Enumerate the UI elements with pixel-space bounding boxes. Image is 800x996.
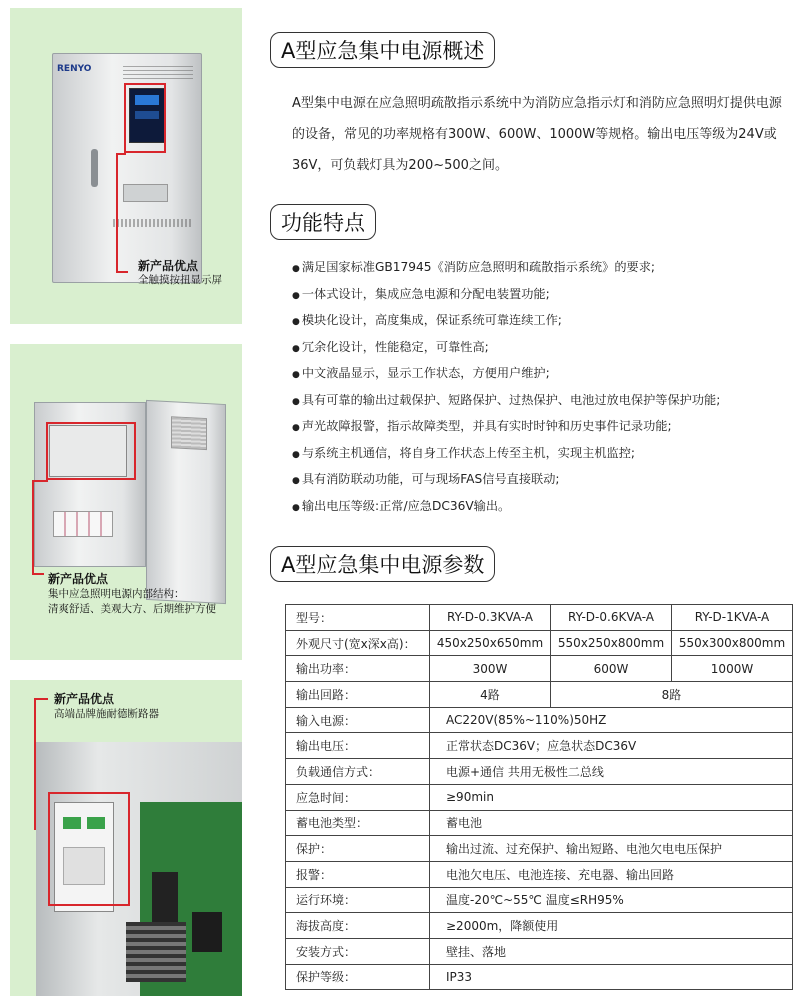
row-label: 保护： (286, 836, 430, 862)
row-value: 电池欠电压、电池连接、充电器、输出回路 (430, 861, 793, 887)
feature-item: ● 输出电压等级:正常/应急DC36V输出。 (292, 494, 792, 521)
note-title: 新产品优点 (54, 692, 115, 706)
callout-leader-line (34, 698, 48, 700)
table-row (286, 605, 793, 631)
note-title: 新产品优点 (48, 572, 109, 586)
row-value: ≥2000m，降额使用 (430, 913, 793, 939)
row-label: 输出功率： (286, 656, 430, 682)
table-cell: 8路 (551, 682, 793, 708)
table-cell: 4路 (430, 682, 551, 708)
overview-text: A型集中电源在应急照明疏散指示系统中为消防应急指示灯和消防应急照明灯提供电源的设备，常见的功率规格有300W、600W、1000W等规格。输出电压等级为24V或36V，可负载灯具为200~500之间。 (292, 96, 782, 173)
cabinet-handle (91, 149, 98, 187)
row-label: 应急时间： (286, 784, 430, 810)
row-label: 输出电压： (286, 733, 430, 759)
feature-item: ● 一体式设计，集成应急电源和分配电装置功能; (292, 282, 792, 309)
callout-leader-line (116, 153, 118, 273)
table-row (286, 913, 793, 939)
table-row (286, 836, 793, 862)
feature-item: ● 具有可靠的输出过载保护、短路保护、过热保护、电池过放电保护等保护功能; (292, 388, 792, 415)
table-cell: 300W (430, 656, 551, 682)
callout-leader-line (116, 153, 126, 155)
table-cell: 550x300x800mm (672, 630, 793, 656)
features-title: 功能特点 (270, 204, 376, 240)
table-cell: 1000W (672, 656, 793, 682)
row-label: 海拔高度： (286, 913, 430, 939)
note-title: 新产品优点 (138, 259, 199, 273)
params-title: A型应急集中电源参数 (270, 546, 495, 582)
feature-item: ● 冗余化设计，性能稳定，可靠性高; (292, 335, 792, 362)
feature-item: ● 与系统主机通信，将自身工作状态上传至主机，实现主机监控; (292, 441, 792, 468)
row-label: 输入电源： (286, 707, 430, 733)
row-value: 壁挂、落地 (430, 938, 793, 964)
display-highlight (124, 83, 166, 153)
callout-leader-line (32, 480, 34, 574)
callout-leader-line (116, 271, 128, 273)
module-highlight (46, 422, 136, 480)
row-value: AC220V(85%~110%)50HZ (430, 707, 793, 733)
table-row (286, 759, 793, 785)
table-cell: RY-D-0.3KVA-A (430, 605, 551, 631)
cabinet-window (123, 184, 168, 202)
cabinet-label-plate (123, 66, 193, 80)
features-list (292, 255, 792, 520)
breaker-highlight (48, 792, 130, 906)
table-row (286, 707, 793, 733)
feature-item: ● 中文液晶显示，显示工作状态，方便用户维护; (292, 361, 792, 388)
product-panel-interior (10, 344, 242, 660)
table-row (286, 656, 793, 682)
callout-leader-line (32, 480, 48, 482)
row-value: 蓄电池 (430, 810, 793, 836)
table-row (286, 861, 793, 887)
row-label: 报警： (286, 861, 430, 887)
battery-pack (53, 511, 113, 537)
table-cell: RY-D-1KVA-A (672, 605, 793, 631)
row-label: 蓄电池类型： (286, 810, 430, 836)
row-label: 保护等级： (286, 964, 430, 990)
note-line: 清爽舒适、美观大方、后期维护方便 (48, 603, 216, 615)
table-row (286, 964, 793, 990)
feature-item: ● 声光故障报警，指示故障类型，并具有实时时钟和历史事件记录功能; (292, 414, 792, 441)
table-row (286, 733, 793, 759)
row-value: IP33 (430, 964, 793, 990)
cabinet-open-door (146, 400, 226, 604)
callout-leader-line (32, 573, 44, 575)
table-cell: 550x250x800mm (551, 630, 672, 656)
overview-title: A型应急集中电源概述 (270, 32, 495, 68)
row-value: 正常状态DC36V；应急状态DC36V (430, 733, 793, 759)
terminal-block (126, 922, 186, 982)
row-label: 型号： (286, 605, 430, 631)
note-line: 全触摸按扭显示屏 (138, 274, 222, 286)
table-cell: 600W (551, 656, 672, 682)
product-panel-exterior (10, 8, 242, 324)
row-value: ≥90min (430, 784, 793, 810)
feature-item: ● 具有消防联动功能，可与现场FAS信号直接联动; (292, 467, 792, 494)
row-value: 输出过流、过充保护、输出短路、电池欠电电压保护 (430, 836, 793, 862)
row-value: 电源+通信 共用无极性二总线 (430, 759, 793, 785)
door-vent (171, 416, 207, 450)
table-row (286, 682, 793, 708)
table-row (286, 887, 793, 913)
table-row (286, 810, 793, 836)
note-line: 集中应急照明电源内部结构： (48, 588, 185, 600)
table-row (286, 938, 793, 964)
feature-item: ● 满足国家标准GB17945《消防应急照明和疏散指示系统》的要求; (292, 255, 792, 282)
row-label: 运行环境： (286, 887, 430, 913)
row-label: 输出回路： (286, 682, 430, 708)
note-line: 高端品牌施耐德断路器 (54, 708, 159, 720)
product-panel-breaker (10, 680, 242, 996)
cabinet-brand-logo: RENYO (57, 64, 92, 74)
table-row (286, 784, 793, 810)
row-label: 外观尺寸(宽x深x高)： (286, 630, 430, 656)
cabinet-nameplate (113, 219, 193, 227)
row-value: 温度-20℃~55℃ 温度≤RH95% (430, 887, 793, 913)
feature-item: ● 模块化设计，高度集成，保证系统可靠连续工作; (292, 308, 792, 335)
params-table (285, 604, 793, 990)
table-cell: RY-D-0.6KVA-A (551, 605, 672, 631)
row-label: 安装方式： (286, 938, 430, 964)
table-row (286, 630, 793, 656)
table-cell: 450x250x650mm (430, 630, 551, 656)
row-label: 负载通信方式： (286, 759, 430, 785)
